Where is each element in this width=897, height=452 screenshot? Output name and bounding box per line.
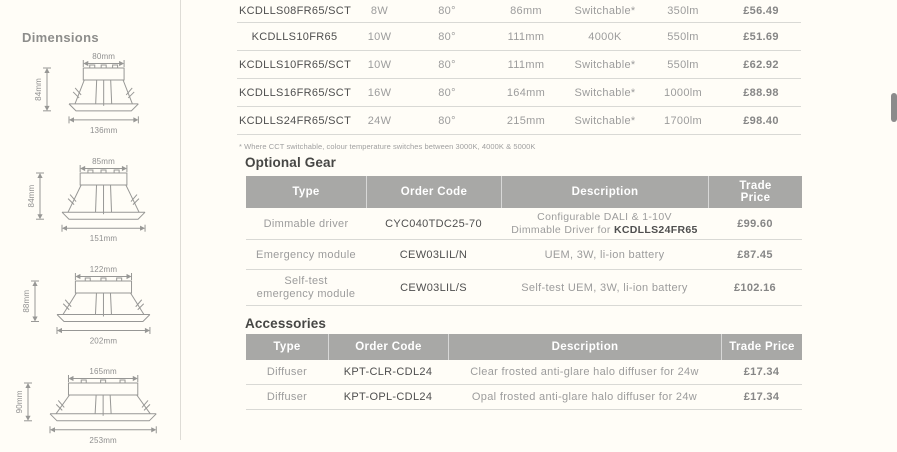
svg-text:88mm: 88mm [21,289,31,313]
dimension-drawing-1 [34,50,147,142]
optional-gear-heading: Optional Gear [245,155,337,170]
product-code: KCDLLS24FR65/SCT [239,114,352,127]
table-row [246,270,802,306]
product-beam-angle: 80° [438,58,456,71]
table-row [237,107,801,135]
header-trade-price: Trade Price [708,176,802,208]
header-type: Type [292,186,320,198]
product-size: 215mm [506,114,546,127]
product-wattage: 10W [367,30,392,43]
svg-text:122mm: 122mm [89,265,117,274]
gear-order-code: CEW03LIL/N [399,248,468,261]
gear-type: Dimmable driver [263,217,349,230]
product-size: 111mm [507,30,545,43]
header-order-code: Order Code [328,334,448,360]
product-wattage: 16W [367,86,392,99]
product-cct: Switchable* [574,5,636,17]
accessories-heading: Accessories [245,316,327,331]
product-size: 111mm [507,58,545,71]
table-row [237,23,801,51]
accessory-description: Opal frosted anti-glare halo diffuser for 24w [471,391,698,403]
accessory-order-code: KPT-OPL-CDL24 [343,391,433,403]
svg-text:84mm: 84mm [33,77,43,101]
svg-text:253mm: 253mm [89,435,117,445]
table-row [237,51,801,79]
gear-price: £99.60 [737,217,773,230]
product-price: £88.98 [743,86,779,99]
accessory-description: Clear frosted anti-glare halo diffuser for 24w [470,366,699,378]
product-code: KCDLLS10FR65/SCT [239,58,352,71]
accessory-type: Diffuser [266,391,308,403]
table-header-row [246,176,802,208]
svg-text:85mm: 85mm [91,157,115,166]
dimensions-panel [0,0,180,445]
product-code: KCDLLS16FR65/SCT [239,86,352,99]
product-wattage: 10W [367,58,392,71]
product-price: £51.69 [743,30,779,43]
optional-gear-table [246,176,802,306]
table-row [246,360,802,385]
panel-divider [180,0,181,440]
header-trade-price: Trade Price [721,334,802,360]
table-row [237,0,801,23]
product-size: 164mm [506,86,546,99]
product-lumens: 1700lm [664,114,702,127]
gear-price: £102.16 [733,281,776,294]
product-lumens: 350lm [667,5,699,17]
gear-description: Self-test UEM, 3W, li-ion battery [521,281,688,294]
product-beam-angle: 80° [438,5,456,17]
product-beam-angle: 80° [438,86,456,99]
table-row [246,208,802,240]
product-cct: Switchable* [574,58,636,71]
svg-text:84mm: 84mm [26,184,36,208]
product-wattage: 24W [367,114,392,127]
gear-description: Configurable DALI & 1-10V Dimmable Driver for KCDLLS24FR65 [511,210,698,236]
header-order-code: Order Code [366,176,501,208]
accessory-type: Diffuser [266,366,308,378]
product-cct: Switchable* [574,86,636,99]
gear-type: Self-test emergency module [256,274,356,300]
product-lumens: 550lm [667,58,699,71]
table-row [237,79,801,107]
gear-order-code: CEW03LIL/S [400,281,467,294]
product-cct: Switchable* [574,114,636,127]
product-price: £56.49 [743,5,779,17]
product-code: KCDLLS10FR65 [251,30,338,43]
product-lumens: 1000lm [664,86,702,99]
table-row [246,240,802,270]
dimension-drawing-3 [22,263,159,352]
svg-text:136mm: 136mm [89,125,117,135]
product-lumens: 550lm [667,30,699,43]
header-description: Description [448,334,721,360]
svg-text:202mm: 202mm [89,336,117,346]
product-cct: 4000K [588,30,622,43]
dimension-drawings [0,50,180,452]
gear-price: £87.45 [737,248,773,261]
scrollbar-thumb[interactable] [891,93,897,122]
table-row [246,385,802,410]
table-header-row [246,334,802,360]
product-price: £62.92 [743,58,779,71]
gear-order-code: CYC040TDC25-70 [385,217,482,230]
svg-text:90mm: 90mm [15,390,24,414]
accessory-order-code: KPT-CLR-CDL24 [343,366,433,378]
dimension-drawing-2 [27,155,154,250]
svg-text:165mm: 165mm [89,367,117,376]
dimension-drawing-4 [15,365,165,452]
cct-footnote: * Where CCT switchable, colour temperature switches between 3000K, 4000K & 5000K [239,142,536,151]
product-beam-angle: 80° [438,114,456,127]
products-table [237,0,801,135]
svg-text:151mm: 151mm [89,234,117,244]
accessory-price: £17.34 [743,366,780,378]
product-wattage: 8W [370,5,389,17]
product-beam-angle: 80° [438,30,456,43]
product-code: KCDLLS08FR65/SCT [239,5,352,17]
dimensions-title: Dimensions [22,30,99,45]
accessories-table [246,334,802,410]
gear-description: UEM, 3W, li-ion battery [544,248,665,261]
header-type: Type [273,341,301,353]
accessory-price: £17.34 [743,391,780,403]
svg-text:80mm: 80mm [91,52,115,61]
header-description: Description [501,176,708,208]
product-price: £98.40 [743,114,779,127]
gear-type: Emergency module [256,248,356,261]
product-size: 86mm [510,5,542,17]
